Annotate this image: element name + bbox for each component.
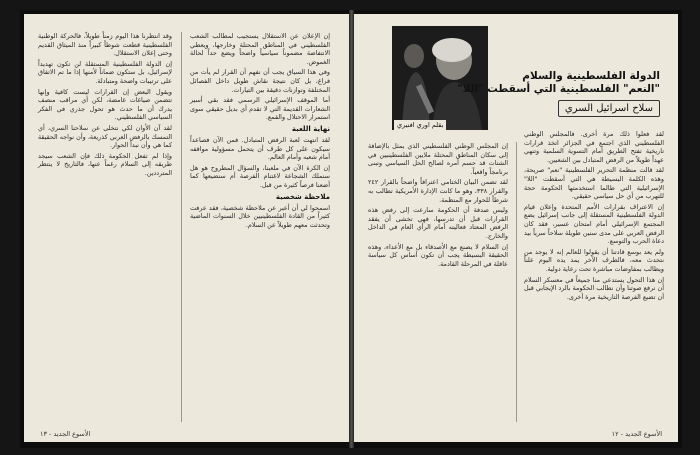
- paragraph: إن الاعتراف بقرارات الأمم المتحدة وإعلان قيام الدولة الفلسطينية المستقلة إلى جانب إسرائيل يضع المجتمع الإسرائيلي أمام امتحان عسير، فقد كان الرفض العربي على مدى سنين طويلة سلاحاً سرياً بيد دعاة الحرب والتوسع.: [524, 202, 664, 246]
- paragraph: وليس صدفة أن الحكومة سارعت إلى رفض هذه القرارات قبل أن تدرسها، فهي تخشى أن يفقد الرفض المعتاد فعاليته أمام الرأي العام في الداخل والخارج.: [368, 206, 508, 240]
- section-heading: ملاحظة شخصية: [275, 192, 330, 201]
- paragraph: ولم يعد بوسع قادتنا أن يقولوا للعالم إنه لا يوجد من نتحدث معه، فالطرف الآخر يمد يده اليوم علناً ويطالب بمفاوضات مباشرة تحت رعاية دولية.: [524, 247, 664, 273]
- headline-block: [374, 70, 660, 117]
- right-page-column-outer: [524, 130, 664, 422]
- paragraph: إن السلام لا يصنع مع الأصدقاء بل مع الأعداء، وهذه الحقيقة البسيطة يجب أن تكون أساس كل سياسة عاقلة في المرحلة القادمة.: [368, 242, 508, 268]
- headline-line-2: "النعم" الفلسطينية التي أسقطت "اللا": [457, 83, 660, 95]
- paragraph: لقد فعلوا ذلك مرة أخرى. فالمجلس الوطني الفلسطيني الذي اجتمع في الجزائر اتخذ قرارات تاريخية تفتح الطريق أمام التسوية السلمية وتنهي عهداً طويلاً من الرفض المتبادل بين الشعبين.: [524, 130, 664, 164]
- paragraph: إن الإعلان عن الاستقلال يستجيب لمطالب الشعب الفلسطيني في المناطق المحتلة وخارجها، ويعطي الانتفاضة مضموناً سياسياً واضحاً ويضع حداً لحالة الغموض.: [190, 32, 330, 66]
- photo-caption: بقلم اوري افنيري: [394, 120, 446, 130]
- paragraph: إن هذا التحول يستدعي منا جميعاً في معسكر السلام أن نرفع صوتنا وأن نطالب الحكومة بالرد الإيجابي قبل أن تضيع الفرصة التاريخية مرة أخرى.: [524, 275, 664, 301]
- paragraph: إن الكرة الآن في ملعبنا، والسؤال المطروح هو هل سنملك الشجاعة لاغتنام الفرصة أم سنضيعها كما أضعنا فرصاً كثيرة من قبل.: [190, 163, 330, 189]
- left-page: [24, 14, 349, 442]
- paragraph: إن الدولة الفلسطينية المستقلة لن تكون تهديداً لإسرائيل، بل ستكون ضماناً لأمنها إذا ما تم الاتفاق على ترتيبات واضحة ومتبادلة.: [38, 59, 172, 85]
- column-rule: [516, 142, 517, 422]
- paragraph: وإذا لم تفعل الحكومة ذلك فإن الشعب سيجد طريقه إلى السلام رغماً عنها، فالتاريخ لا ينتظر المترددين.: [38, 151, 172, 177]
- paragraph: ويقول البعض إن القرارات ليست كافية وإنها تتضمن صياغات غامضة، لكن أي مراقب منصف يدرك أن ما حدث هو تحول جذري في الفكر السياسي الفلسطيني.: [38, 87, 172, 122]
- paragraph: إن المجلس الوطني الفلسطيني الذي يمثل بالإضافة إلى سكان المناطق المحتلة ملايين الفلسطينيين في الشتات قد حسم أمره لصالح الحل السياسي وتبنى برنامجاً واقعياً.: [368, 142, 508, 176]
- paragraph: لقد تضمن البيان الختامي اعترافاً واضحاً بالقرار ٢٤٢ والقرار ٣٣٨، وهو ما كانت الإدارة الأمريكية تطالب به شرطاً للحوار مع المنظمة.: [368, 178, 508, 204]
- paragraph: لقد قالت منظمة التحرير الفلسطينية "نعم" صريحة، وهذه الكلمة البسيطة هي التي أسقطت "اللا" الإسرائيلية التي طالما استخدمتها الحكومة حجة للتهرب من أي حل سياسي حقيقي.: [524, 166, 664, 201]
- paragraph: وقد انتظرنا هذا اليوم زمناً طويلاً، فالحركة الوطنية الفلسطينية قطعت شوطاً كبيراً منذ الميثاق القديم وحتى إعلان الاستقلال.: [38, 32, 172, 58]
- magazine-spread: [20, 10, 682, 448]
- right-page: [354, 14, 678, 442]
- paragraph: لقد آن الأوان لكي نتخلى عن سلاحنا السري، أي التمسك بالرفض العربي كذريعة، وأن نواجه الحقيقة كما هي وأن نبدأ الحوار.: [38, 123, 172, 150]
- page-footer: الأسوع الجديد - ١٢: [611, 430, 662, 438]
- right-page-column-inner: [368, 142, 508, 422]
- page-footer: الأسوع الجديد - ١٣: [40, 430, 91, 438]
- headline-line-1: الدولة الفلسطينية والسلام: [522, 70, 660, 82]
- headline-line-3: سلاح اسرائيل السري: [558, 100, 660, 117]
- paragraph: لقد انتهت لعبة الرفض المتبادل. فمن الآن فصاعداً سيكون على كل طرف أن يتحمل مسؤولية مواقفه أمام شعبه وأمام العالم.: [190, 135, 330, 162]
- paragraph: أما الموقف الإسرائيلي الرسمي فقد بقي أسير الشعارات القديمة التي لا تقدم أي بديل حقيقي سوى استمرار الاحتلال والقمع.: [190, 96, 330, 122]
- left-page-column-outer: [38, 32, 172, 422]
- paragraph: اسمحوا لي أن أعبر عن ملاحظة شخصية، فقد عرفت كثيراً من القادة الفلسطينيين خلال السنوات الماضية وتحدثت معهم طويلاً عن السلام.: [190, 203, 330, 229]
- paragraph: وفي هذا السياق يجب أن نفهم أن القرار لم يأت من فراغ، بل كان نتيجة نقاش طويل داخل الفصائل المختلفة وتوازنات دقيقة بين التيارات.: [190, 68, 330, 94]
- column-rule: [181, 32, 182, 422]
- left-page-column-inner: [190, 32, 330, 422]
- section-heading: نهاية اللعبة: [291, 124, 330, 133]
